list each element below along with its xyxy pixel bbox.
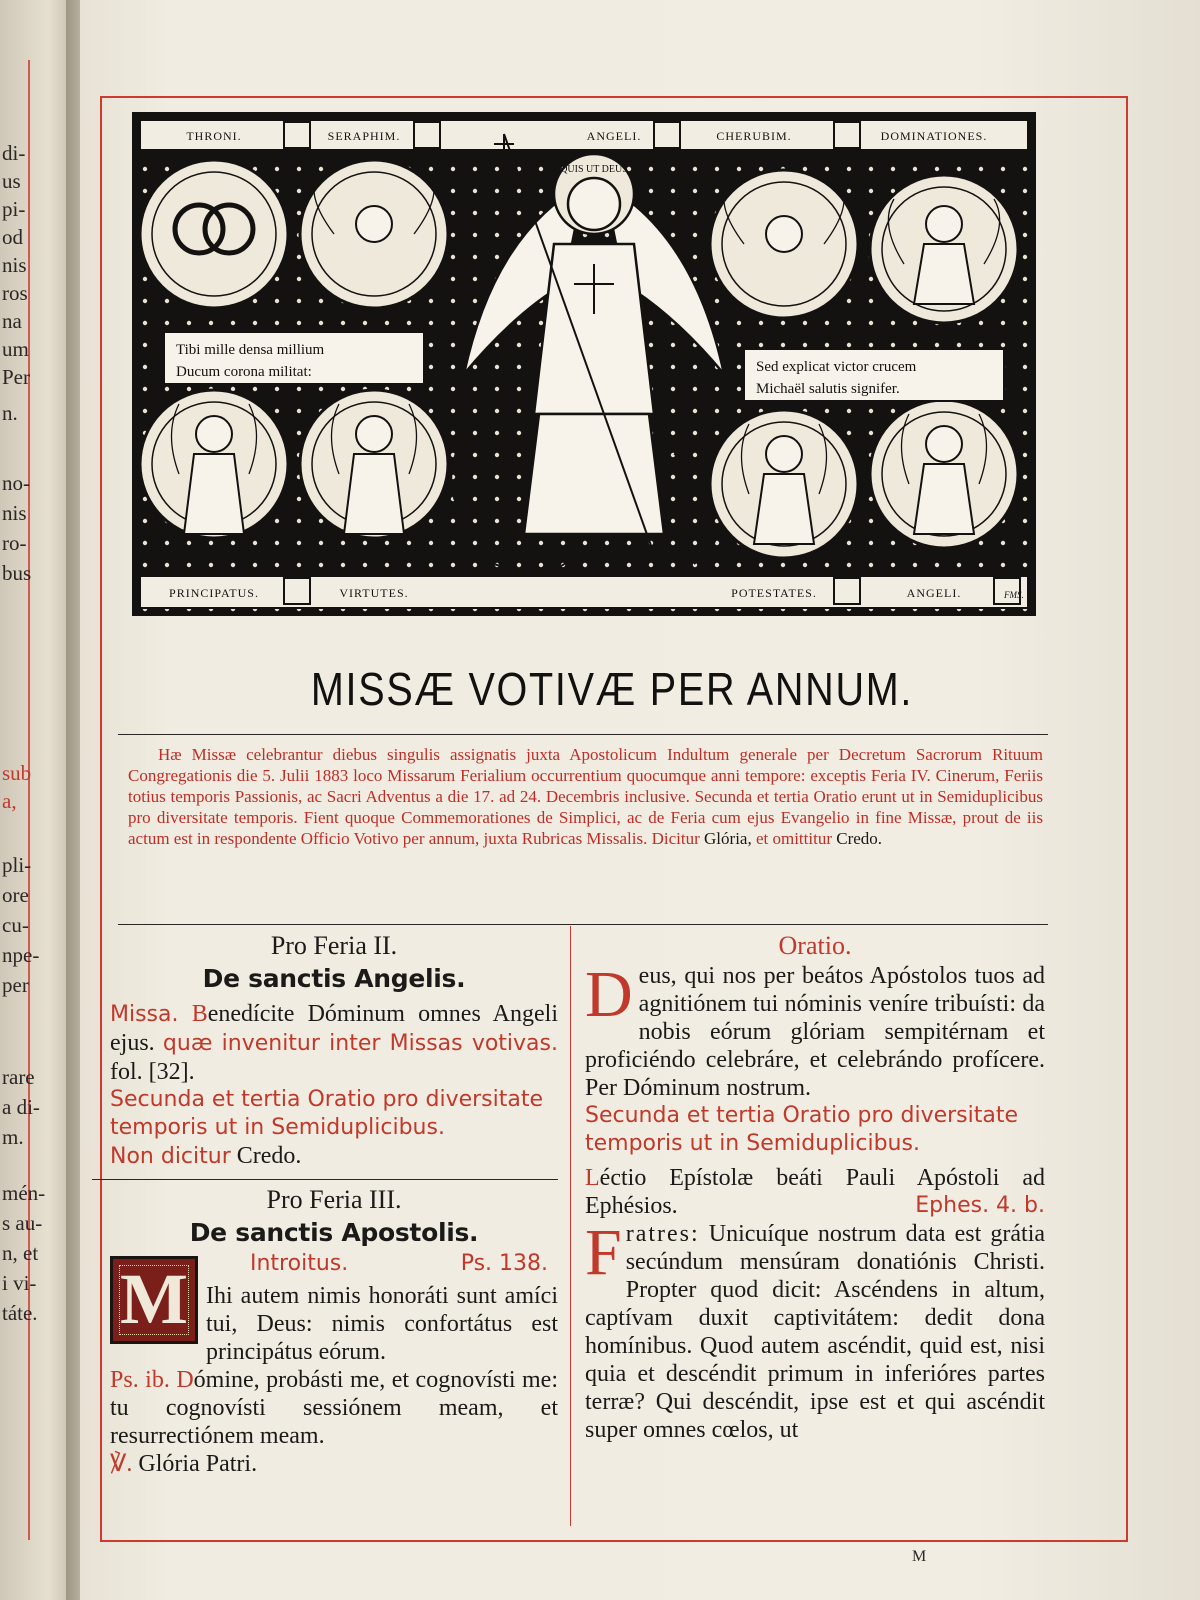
label-virtutes: VIRTUTES. bbox=[339, 586, 409, 600]
illuminated-initial-m bbox=[110, 1256, 198, 1344]
engraver-signature: FMS. bbox=[1004, 590, 1024, 600]
left-page-fragment: táte. bbox=[2, 1301, 38, 1325]
left-page-fragment: m. bbox=[2, 1125, 24, 1149]
oratio-dropcap: D bbox=[585, 958, 633, 1031]
feria3-heading: Pro Feria III. bbox=[266, 1185, 402, 1214]
scroll-right-line2: Michaël salutis signifer. bbox=[756, 381, 900, 397]
left-page-fragment: nis bbox=[2, 253, 27, 277]
psib-text: ómine, probásti me, et cognovísti me: tu cognovísti sessiónem meam, et resurrectiónem meam. bbox=[110, 1367, 559, 1449]
oratio-text: eus, qui nos per beátos Apóstolos tuos ad agnitiónem tui nóminis veníre tribuísti: da nobis eórum glóriam sempitérnam et proficiéndo celebráre, et celebrándo profícere. Per Dóminum nostrum. bbox=[585, 963, 1045, 1101]
left-page-fragment: bus bbox=[2, 561, 32, 585]
scroll-left-line1: Tibi mille densa millium bbox=[176, 342, 325, 358]
engraving-svg bbox=[134, 114, 1034, 614]
left-page-fragment: ros bbox=[2, 281, 28, 305]
feria3-title: De sanctis Apostolis. bbox=[189, 1218, 479, 1247]
intro-rule bbox=[118, 924, 1048, 925]
left-page-fragment: mén- bbox=[2, 1181, 46, 1205]
left-page-fragment: pli- bbox=[2, 853, 32, 877]
lectio-text: éctio Epístolæ beáti Pauli Apóstoli ad Ephésios. bbox=[585, 1165, 1045, 1219]
left-page-fragment: ore bbox=[2, 883, 29, 907]
signature-mark: M bbox=[912, 1548, 927, 1565]
lectio-ref: Ephes. 4. b. bbox=[915, 1193, 1045, 1218]
missa-label: Missa. bbox=[110, 1002, 179, 1027]
non-dicitur-credo: Credo. bbox=[236, 1143, 302, 1169]
right-column bbox=[585, 930, 1045, 1444]
halo-inscription: QUIS UT DEUS bbox=[560, 164, 628, 175]
left-page-fragment: pi- bbox=[2, 197, 26, 221]
left-page-fragment: a di- bbox=[2, 1095, 40, 1119]
fratres-block bbox=[585, 1216, 1046, 1444]
illumcap-letter: M bbox=[120, 1259, 188, 1339]
fratres-dropcap: F bbox=[585, 1216, 622, 1289]
fratres-word: ratres: bbox=[625, 1221, 700, 1247]
intro-rubric bbox=[128, 744, 1043, 849]
scroll-right-line1: Sed explicat victor crucem bbox=[756, 359, 917, 375]
label-dominationes: DOMINATIONES. bbox=[880, 129, 988, 143]
introitus-label: Introitus. bbox=[250, 1251, 349, 1276]
page-title: MISSÆ VOTIVÆ PER ANNUM. bbox=[310, 663, 914, 715]
feria-separator bbox=[92, 1179, 558, 1180]
intro-gloria: Glória, bbox=[704, 829, 752, 848]
fratres-text: Unicuíque nostrum data est grátia secúndum mensúram donatiónis Christi. Propter quod dicit: Ascéndens in altum, captívam duxit captivitátem: dedit dona homínibus. Quod autem ascéndit, quid est, nisi quia et descéndit primum in inferióres partes terræ? Qui descéndit, ipse est et qui ascéndit super omnes cœlos, ut bbox=[585, 1221, 1046, 1443]
missa-fol: fol. [32]. bbox=[110, 1059, 195, 1085]
introitus-ref: Ps. 138. bbox=[460, 1251, 548, 1276]
left-page-fragment: od bbox=[2, 225, 23, 249]
intro-mid: et omittitur bbox=[755, 829, 832, 848]
missa-paragraph bbox=[110, 1000, 558, 1086]
left-page-fragment: cu- bbox=[2, 913, 29, 937]
left-page-fragment: ro- bbox=[2, 531, 27, 555]
left-column bbox=[110, 930, 558, 1478]
angels-engraving bbox=[132, 112, 1036, 616]
title-rule bbox=[118, 734, 1048, 735]
left-page-fragment: n, et bbox=[2, 1241, 39, 1265]
intro-red-text: Hæ Missæ celebrantur diebus singulis assignatis juxta Apostolicum Indultum generale per Decretum Sacrorum Rituum Congregationis die 5. Julii 1883 loco Missarum Ferialium occurrentium quocumque anni tempore: exceptis Feria IV. Cinerum, Feriis totius temporis Passionis, ac Sacri Adventus a die 17. ad 24. Decembris inclusive. Secunda et tertia Oratio erunt ut in Semiduplicibus pro diversitate temporis. Fient quoque Commemorationes de Simplici, ac de Feria cum ejus Evangelio in fine Missæ, prout de iis actum est in respondente Officio Votivo per annum, juxta Rubricas Missalis. Dicitur bbox=[128, 745, 1043, 848]
left-page-fragment: no- bbox=[2, 471, 30, 495]
left-page-fragment: nis bbox=[2, 501, 27, 525]
label-principatus: PRINCIPATUS. bbox=[169, 586, 259, 600]
missa-initial: B bbox=[191, 1001, 208, 1027]
gloria-line bbox=[110, 1450, 558, 1478]
left-page-fragment: a, bbox=[2, 789, 17, 813]
left-secunda: Secunda et tertia Oratio pro diversitate temporis ut in Semiduplicibus. bbox=[110, 1087, 544, 1140]
feria2-heading: Pro Feria II. bbox=[270, 931, 398, 960]
left-page-fragment: rare bbox=[2, 1065, 35, 1089]
gloria-patri: Glória Patri. bbox=[138, 1451, 258, 1477]
psib-label: Ps. ib. bbox=[110, 1367, 170, 1393]
psib-initial: D bbox=[176, 1367, 194, 1393]
lectio-initial: L bbox=[585, 1165, 600, 1191]
missa-red: quæ invenitur inter Missas votivas. bbox=[162, 1031, 558, 1056]
initial-ornament bbox=[119, 1265, 189, 1335]
right-page bbox=[80, 0, 1200, 1600]
intro-credo: Credo. bbox=[836, 829, 883, 848]
left-page-fragment: npe- bbox=[2, 943, 40, 967]
label-angeli-top: ANGELI. bbox=[586, 129, 642, 143]
left-page-fragment: s au- bbox=[2, 1211, 43, 1235]
fratres-paragraph bbox=[585, 1216, 1046, 1444]
missa-text: enedícite Dóminum omnes Angeli ejus. bbox=[110, 1001, 558, 1056]
left-page-fragment: sub bbox=[2, 761, 32, 785]
oratio-block bbox=[585, 958, 1045, 1102]
label-seraphim: SERAPHIM. bbox=[327, 129, 401, 143]
label-potestates: POTESTATES. bbox=[731, 586, 817, 600]
label-throni: THRONI. bbox=[186, 129, 242, 143]
column-divider bbox=[570, 926, 571, 1526]
non-dicitur-line bbox=[110, 1142, 558, 1171]
feria2-title: De sanctis Angelis. bbox=[202, 964, 466, 993]
introitus-text: Ihi autem nimis honoráti sunt amíci tui, Deus: nimis confortátus est principátus eórum. bbox=[206, 1283, 558, 1365]
versicle-sign: ℣. bbox=[110, 1451, 133, 1477]
left-page-fragment: per bbox=[2, 973, 29, 997]
scroll-left-line2: Ducum corona militat: bbox=[176, 364, 312, 380]
left-page-fragment: i vi- bbox=[2, 1271, 37, 1295]
left-page-fragment: na bbox=[2, 309, 22, 333]
oratio-heading: Oratio. bbox=[778, 931, 852, 960]
left-page-fragment: n. bbox=[2, 401, 18, 425]
left-page-fragment: Per bbox=[2, 365, 30, 389]
left-page-fragment: us bbox=[2, 169, 21, 193]
left-page-fragment: um bbox=[2, 337, 29, 361]
left-page-fragment: di- bbox=[2, 141, 26, 165]
psalm-verse bbox=[110, 1366, 558, 1450]
non-dicitur-label: Non dicitur bbox=[110, 1144, 231, 1169]
label-cherubim: CHERUBIM. bbox=[716, 129, 792, 143]
label-angeli-bottom: ANGELI. bbox=[906, 586, 962, 600]
right-secunda: Secunda et tertia Oratio pro diversitate temporis ut in Semiduplicibus. bbox=[585, 1103, 1019, 1156]
